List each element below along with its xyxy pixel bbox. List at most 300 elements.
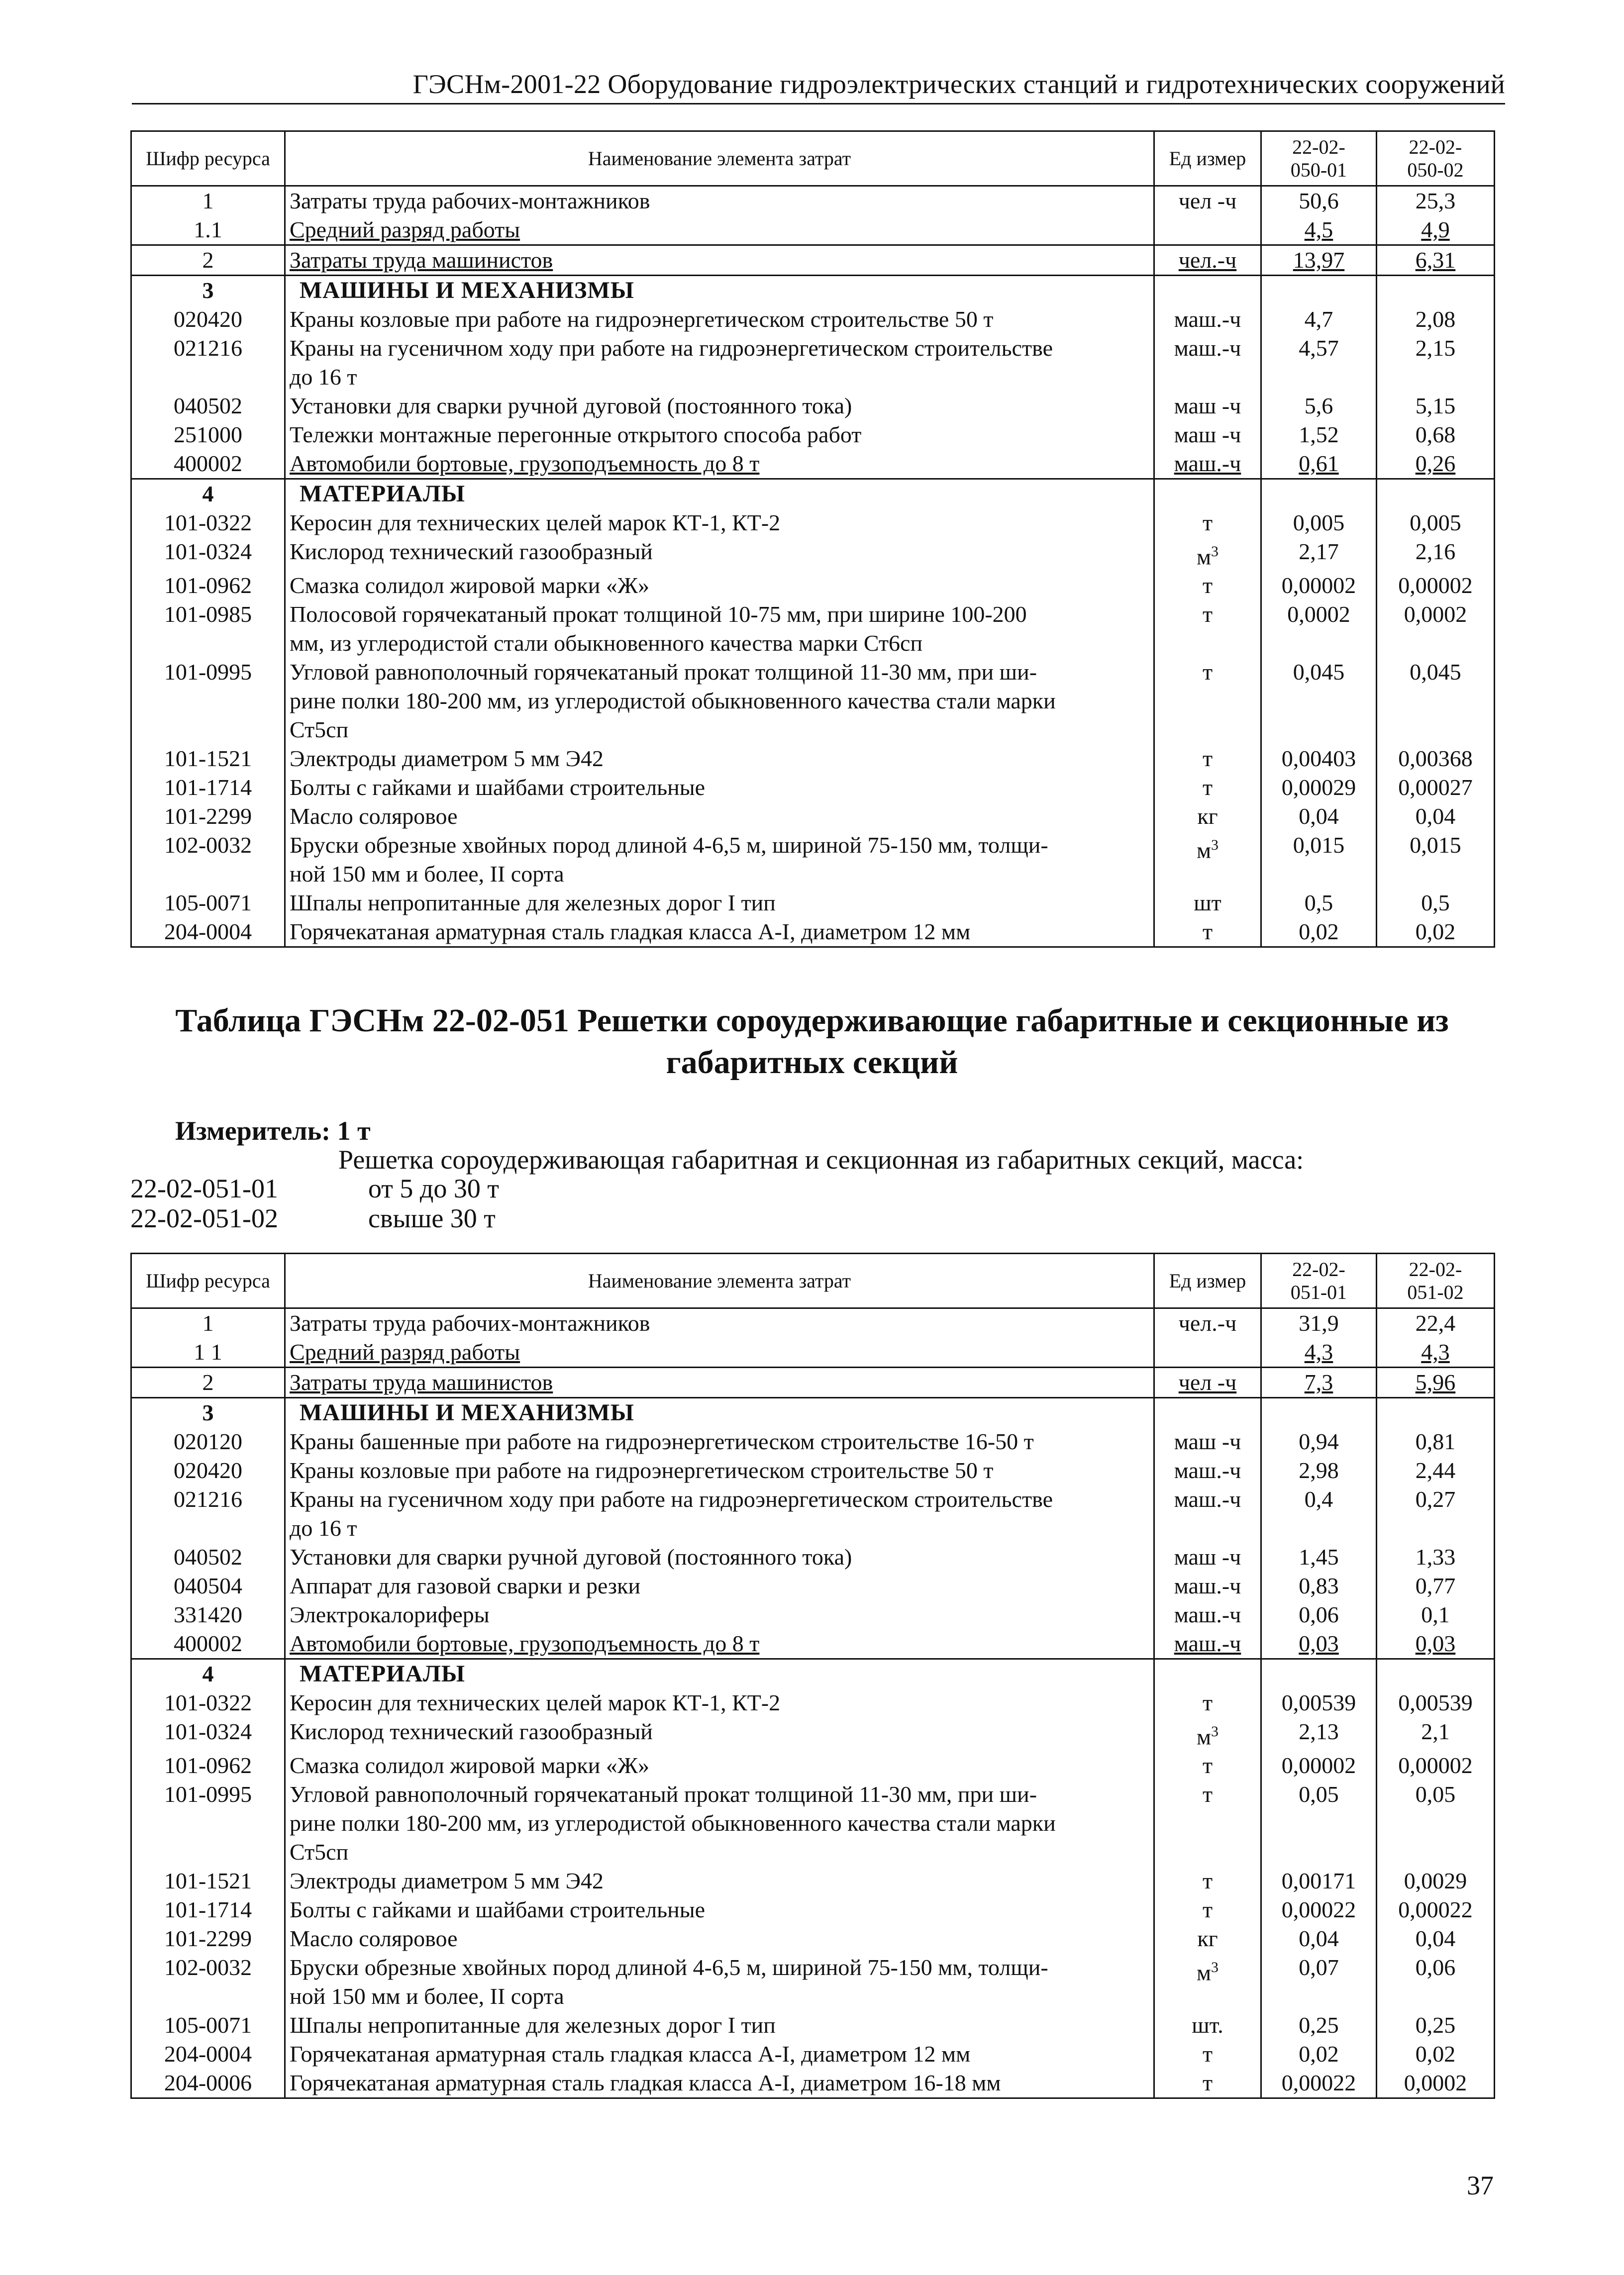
value-variant-1: [1261, 215, 1377, 245]
resource-code: 1 1: [131, 1338, 285, 1368]
table-row: [131, 1717, 1495, 1751]
unit-of-measure: [1154, 831, 1261, 889]
work-description: Решетка сороудерживающая габаритная и секционная из габаритных секций, масса:: [338, 1145, 1304, 1175]
table-row: [131, 2011, 1495, 2040]
value-variant-2: [1377, 215, 1495, 245]
value-variant-1: [1261, 802, 1377, 831]
unit-of-measure: [1154, 1543, 1261, 1572]
resource-name: [285, 802, 1154, 831]
unit-text: шт: [1194, 890, 1221, 916]
table-row: [131, 1308, 1495, 1338]
resource-name-line: Полосовой горячекатаный прокат толщиной 10-75 мм, при ширине 100-200: [290, 601, 1027, 627]
unit-of-measure: [1154, 1398, 1261, 1428]
value-text: 6,31: [1415, 247, 1456, 273]
unit-text: чел.-ч: [1178, 1310, 1237, 1336]
value-variant-2: [1377, 1953, 1495, 2011]
resource-code: 101-0962: [131, 571, 285, 600]
value-variant-2: [1377, 334, 1495, 392]
value-text: 0,05: [1299, 1781, 1339, 1807]
unit-text: т: [1202, 2070, 1213, 2096]
resource-code: 331420: [131, 1600, 285, 1629]
value-text: 0,02: [1415, 919, 1456, 945]
header-rule: [132, 103, 1505, 104]
table-row: [131, 831, 1495, 889]
section-row: [131, 276, 1495, 305]
value-text: 1,52: [1299, 422, 1339, 447]
value-variant-1: [1261, 917, 1377, 947]
value-text: 0,005: [1293, 510, 1345, 535]
value-variant-1: [1261, 508, 1377, 537]
unit-of-measure: [1154, 1572, 1261, 1600]
unit-of-measure: [1154, 1600, 1261, 1629]
unit-text: маш.-ч: [1174, 335, 1241, 361]
unit-of-measure: [1154, 1867, 1261, 1895]
value-text: 0,00403: [1281, 746, 1356, 772]
resource-name-line: Затраты труда рабочих-монтажников: [290, 188, 650, 213]
value-text: 0,02: [1299, 919, 1339, 945]
value-text: 0,02: [1299, 2041, 1339, 2067]
value-variant-1: [1261, 744, 1377, 773]
resource-name: [285, 334, 1154, 392]
resource-code: 101-0995: [131, 658, 285, 744]
resource-code: 101-0995: [131, 1780, 285, 1867]
table-title-line-1: Таблица ГЭСНм 22-02-051 Решетки сороудерживающие габаритные и секционные из: [175, 1002, 1449, 1039]
table-row: [131, 215, 1495, 245]
resource-name-line: МАШИНЫ И МЕХАНИЗМЫ: [300, 1399, 634, 1426]
value-variant-2: [1377, 1924, 1495, 1953]
table-row: [131, 1867, 1495, 1895]
resource-code: 040504: [131, 1572, 285, 1600]
resource-name: [285, 1751, 1154, 1780]
value-variant-1: [1261, 2011, 1377, 2040]
value-variant-2: [1377, 2069, 1495, 2098]
value-variant-1: [1261, 276, 1377, 305]
value-variant-1: [1261, 1485, 1377, 1543]
value-text: 0,06: [1299, 1602, 1339, 1627]
value-text: 0,81: [1415, 1429, 1456, 1454]
table-row: [131, 1368, 1495, 1398]
value-text: 4,7: [1304, 306, 1333, 332]
resource-name: [285, 1572, 1154, 1600]
resource-code: 2: [131, 245, 285, 276]
unit-text: т: [1202, 659, 1213, 685]
unit-of-measure: [1154, 420, 1261, 449]
table-row: [131, 537, 1495, 571]
resource-name-line: Электрокалориферы: [290, 1602, 490, 1627]
table-row: [131, 1572, 1495, 1600]
value-text: 5,15: [1415, 393, 1456, 418]
value-variant-2: [1377, 600, 1495, 658]
unit-text: т: [1202, 1897, 1213, 1923]
value-text: 2,15: [1415, 335, 1456, 361]
resource-code: 101-1714: [131, 773, 285, 802]
value-text: 0,04: [1299, 803, 1339, 829]
resource-code: 4: [131, 1659, 285, 1689]
unit-of-measure: [1154, 215, 1261, 245]
resource-name: [285, 917, 1154, 947]
unit-of-measure: [1154, 1751, 1261, 1780]
resource-name-line: Краны башенные при работе на гидроэнергетическом строительстве 16-50 т: [290, 1429, 1034, 1454]
resource-code: 102-0032: [131, 831, 285, 889]
resource-name: [285, 1485, 1154, 1543]
measure-unit: Измеритель: 1 т: [175, 1116, 371, 1146]
table-row: [131, 1427, 1495, 1456]
resource-name-line: Угловой равнополочный горячекатаный прокат толщиной 11-30 мм, при ши-: [290, 1781, 1037, 1807]
table-row: [131, 1543, 1495, 1572]
value-variant-1: [1261, 245, 1377, 276]
unit-text: т: [1202, 1690, 1213, 1715]
resource-name: [285, 1600, 1154, 1629]
value-text: 0,94: [1299, 1429, 1339, 1454]
table-row: [131, 420, 1495, 449]
resource-code: 3: [131, 276, 285, 305]
resource-code: 101-2299: [131, 802, 285, 831]
resource-code: 105-0071: [131, 889, 285, 917]
table-row: [131, 2069, 1495, 2098]
resource-code: 101-0324: [131, 537, 285, 571]
value-text: 2,16: [1415, 539, 1456, 564]
table-body: [131, 1308, 1495, 2098]
value-variant-1: [1261, 2069, 1377, 2098]
unit-of-measure: [1154, 571, 1261, 600]
value-variant-2: [1377, 1308, 1495, 1338]
table-row: [131, 1600, 1495, 1629]
resource-name: [285, 1338, 1154, 1368]
unit-of-measure: [1154, 1338, 1261, 1368]
value-text: 5,96: [1415, 1370, 1456, 1395]
table-row: [131, 1924, 1495, 1953]
value-variant-1: [1261, 1867, 1377, 1895]
value-variant-1: [1261, 658, 1377, 744]
section-row: [131, 1398, 1495, 1428]
value-text: 0,0002: [1404, 601, 1467, 627]
unit-text: маш.-ч: [1174, 1631, 1241, 1656]
table-row: [131, 1485, 1495, 1543]
resource-code: 204-0006: [131, 2069, 285, 2098]
value-text: 4,3: [1421, 1339, 1450, 1365]
resource-name-line: до 16 т: [290, 364, 357, 390]
resource-name: [285, 2011, 1154, 2040]
resource-name-line: Электроды диаметром 5 мм Э42: [290, 746, 604, 772]
value-variant-2: [1377, 1456, 1495, 1485]
resource-name: [285, 571, 1154, 600]
value-text: 0,61: [1299, 451, 1339, 476]
table-row: [131, 773, 1495, 802]
resource-code: 101-2299: [131, 1924, 285, 1953]
unit-of-measure: [1154, 744, 1261, 773]
variant-text-1: от 5 до 30 т: [368, 1174, 499, 1203]
table-row: [131, 334, 1495, 392]
resource-table-051: [130, 1253, 1495, 2099]
col-header-variant-1: 22-02- 050-01: [1261, 131, 1377, 186]
col-header-variant-2: 22-02- 050-02: [1377, 131, 1495, 186]
resource-name-line: Бруски обрезные хвойных пород длиной 4-6,5 м, шириной 75-150 мм, толщи-: [290, 1955, 1048, 1980]
unit-superscript: 3: [1211, 837, 1219, 854]
value-variant-2: [1377, 537, 1495, 571]
unit-of-measure: [1154, 1717, 1261, 1751]
value-variant-2: [1377, 1867, 1495, 1895]
table-row: [131, 571, 1495, 600]
value-text: 0,005: [1410, 510, 1461, 535]
value-variant-2: [1377, 1427, 1495, 1456]
value-text: 0,045: [1293, 659, 1345, 685]
value-variant-1: [1261, 571, 1377, 600]
table-row: [131, 508, 1495, 537]
resource-code: 101-0322: [131, 508, 285, 537]
value-variant-2: [1377, 2011, 1495, 2040]
unit-of-measure: [1154, 537, 1261, 571]
resource-name-line: ной 150 мм и более, II сорта: [290, 861, 564, 887]
unit-text: маш -ч: [1174, 1429, 1241, 1454]
col-header-variant-2: 22-02- 051-02: [1377, 1254, 1495, 1308]
value-text: 0,00029: [1281, 775, 1356, 800]
value-variant-2: [1377, 802, 1495, 831]
resource-name-line: Ст5сп: [290, 1839, 349, 1865]
resource-code: 101-1521: [131, 1867, 285, 1895]
unit-text: м: [1196, 1724, 1212, 1750]
resource-code: 204-0004: [131, 2040, 285, 2069]
table-row: [131, 392, 1495, 420]
resource-code: 101-0322: [131, 1688, 285, 1717]
resource-name: [285, 1867, 1154, 1895]
unit-of-measure: [1154, 773, 1261, 802]
table-row: [131, 1629, 1495, 1659]
resource-name-line: Тележки монтажные перегонные открытого способа работ: [290, 422, 862, 447]
unit-of-measure: [1154, 1427, 1261, 1456]
resource-name: [285, 1688, 1154, 1717]
value-variant-2: [1377, 831, 1495, 889]
unit-text: т: [1202, 1868, 1213, 1894]
unit-text: т: [1202, 601, 1213, 627]
value-text: 0,5: [1304, 890, 1333, 916]
unit-of-measure: [1154, 600, 1261, 658]
value-text: 0,00002: [1281, 1753, 1356, 1779]
resource-code: 101-1714: [131, 1895, 285, 1924]
unit-of-measure: [1154, 479, 1261, 509]
value-variant-1: [1261, 831, 1377, 889]
unit-text: т: [1202, 1753, 1213, 1779]
value-text: 2,44: [1415, 1458, 1456, 1483]
value-text: 50,6: [1299, 188, 1339, 213]
value-variant-1: [1261, 1398, 1377, 1428]
value-variant-2: [1377, 1572, 1495, 1600]
value-text: 0,00022: [1281, 2070, 1356, 2096]
table-row: [131, 1751, 1495, 1780]
value-text: 4,3: [1304, 1339, 1333, 1365]
value-variant-1: [1261, 1427, 1377, 1456]
value-variant-1: [1261, 1629, 1377, 1659]
value-text: 0,00539: [1398, 1690, 1473, 1715]
resource-name: [285, 305, 1154, 334]
table-row: [131, 802, 1495, 831]
resource-name-line: мм, из углеродистой стали обыкновенного качества марки Ст6сп: [290, 630, 923, 656]
resource-name: [285, 1924, 1154, 1953]
unit-text: маш.-ч: [1174, 1573, 1241, 1598]
resource-code: 021216: [131, 334, 285, 392]
value-variant-1: [1261, 1600, 1377, 1629]
value-variant-2: [1377, 571, 1495, 600]
col-header-variant-1: 22-02- 051-01: [1261, 1254, 1377, 1308]
value-text: 0,68: [1415, 422, 1456, 447]
resource-name-line: Кислород технический газообразный: [290, 1719, 653, 1744]
resource-name: [285, 1368, 1154, 1398]
value-text: 0,015: [1410, 832, 1461, 858]
value-variant-1: [1261, 1543, 1377, 1572]
resource-code: 105-0071: [131, 2011, 285, 2040]
unit-of-measure: [1154, 1629, 1261, 1659]
value-text: 0,05: [1415, 1781, 1456, 1807]
resource-name: [285, 1398, 1154, 1428]
value-variant-2: [1377, 276, 1495, 305]
unit-of-measure: [1154, 276, 1261, 305]
resource-name: [285, 1308, 1154, 1338]
resource-name: [285, 2040, 1154, 2069]
unit-text: маш.-ч: [1174, 1486, 1241, 1512]
resource-code: 1.1: [131, 215, 285, 245]
section-row: [131, 479, 1495, 509]
resource-code: 101-0962: [131, 1751, 285, 1780]
value-variant-2: [1377, 1659, 1495, 1689]
resource-name-line: Средний разряд работы: [290, 1339, 520, 1365]
value-text: 2,17: [1299, 539, 1339, 564]
resource-code: 400002: [131, 1629, 285, 1659]
value-variant-2: [1377, 1368, 1495, 1398]
value-text: 0,03: [1299, 1631, 1339, 1656]
resource-name: [285, 1659, 1154, 1689]
value-text: 2,13: [1299, 1719, 1339, 1744]
unit-of-measure: [1154, 2069, 1261, 2098]
resource-name-line: Болты с гайками и шайбами строительные: [290, 1897, 706, 1923]
resource-name: [285, 479, 1154, 509]
value-variant-1: [1261, 2040, 1377, 2069]
table-row: [131, 449, 1495, 479]
value-variant-1: [1261, 392, 1377, 420]
resource-name: [285, 508, 1154, 537]
resource-name: [285, 1717, 1154, 1751]
resource-name: [285, 1456, 1154, 1485]
table-title: [130, 1000, 1494, 1084]
table-row: [131, 658, 1495, 744]
variant-text-2: свыше 30 т: [368, 1203, 496, 1233]
unit-text: чел -ч: [1178, 188, 1237, 213]
unit-of-measure: [1154, 917, 1261, 947]
value-text: 0,27: [1415, 1486, 1456, 1512]
value-variant-2: [1377, 1895, 1495, 1924]
unit-text: маш -ч: [1174, 422, 1241, 447]
unit-superscript: 3: [1211, 1959, 1219, 1976]
col-header-name: Наименование элемента затрат: [285, 1254, 1154, 1308]
resource-name: [285, 658, 1154, 744]
value-variant-1: [1261, 1572, 1377, 1600]
resource-name-line: до 16 т: [290, 1515, 357, 1541]
unit-text: т: [1202, 775, 1213, 800]
value-text: 0,03: [1415, 1631, 1456, 1656]
value-text: 4,5: [1304, 217, 1333, 242]
unit-text: т: [1202, 919, 1213, 945]
value-variant-2: [1377, 420, 1495, 449]
value-variant-1: [1261, 1688, 1377, 1717]
resource-name-line: Краны козловые при работе на гидроэнергетическом строительстве 50 т: [290, 306, 994, 332]
unit-text: чел.-ч: [1178, 247, 1237, 273]
unit-text: м: [1196, 837, 1212, 863]
value-variant-1: [1261, 186, 1377, 216]
value-variant-1: [1261, 1456, 1377, 1485]
value-variant-1: [1261, 537, 1377, 571]
table-row: [131, 1456, 1495, 1485]
running-header: ГЭСНм-2001-22 Оборудование гидроэлектрических станций и гидротехнических сооружений: [412, 69, 1505, 99]
resource-name-line: Затраты труда машинистов: [290, 247, 553, 273]
unit-of-measure: [1154, 1688, 1261, 1717]
resource-name-line: Краны на гусеничном ходу при работе на гидроэнергетическом строительстве: [290, 1486, 1053, 1512]
value-variant-2: [1377, 1629, 1495, 1659]
value-text: 0,045: [1410, 659, 1461, 685]
value-variant-2: [1377, 1717, 1495, 1751]
resource-name-line: ной 150 мм и более, II сорта: [290, 1983, 564, 2009]
unit-text: шт.: [1192, 2012, 1223, 2038]
value-text: 0,04: [1415, 1926, 1456, 1952]
resource-name-line: Смазка солидол жировой марки «Ж»: [290, 1753, 650, 1779]
unit-of-measure: [1154, 508, 1261, 537]
unit-text: маш -ч: [1174, 1544, 1241, 1570]
value-text: 0,00002: [1398, 573, 1473, 598]
table-row: [131, 1338, 1495, 1368]
resource-name-line: Керосин для технических целей марок КТ-1, КТ-2: [290, 510, 781, 535]
value-variant-1: [1261, 1953, 1377, 2011]
resource-code: 1: [131, 1308, 285, 1338]
value-variant-2: [1377, 1780, 1495, 1867]
resource-name-line: Шпалы непропитанные для железных дорог I тип: [290, 2012, 776, 2038]
unit-text: маш.-ч: [1174, 1602, 1241, 1627]
unit-text: т: [1202, 746, 1213, 772]
resource-name: [285, 186, 1154, 216]
value-variant-1: [1261, 420, 1377, 449]
unit-of-measure: [1154, 186, 1261, 216]
resource-code: 020120: [131, 1427, 285, 1456]
value-text: 4,9: [1421, 217, 1450, 242]
unit-text: т: [1202, 510, 1213, 535]
resource-name-line: Горячекатаная арматурная сталь гладкая класса А-I, диаметром 12 мм: [290, 919, 971, 945]
unit-text: т: [1202, 1781, 1213, 1807]
unit-of-measure: [1154, 1368, 1261, 1398]
value-variant-2: [1377, 744, 1495, 773]
unit-superscript: 3: [1211, 543, 1219, 560]
table-body: [131, 186, 1495, 947]
value-text: 0,00022: [1281, 1897, 1356, 1923]
value-variant-2: [1377, 186, 1495, 216]
resource-name: [285, 773, 1154, 802]
value-text: 1,45: [1299, 1544, 1339, 1570]
resource-name-line: Бруски обрезные хвойных пород длиной 4-6,5 м, шириной 75-150 мм, толщи-: [290, 832, 1048, 858]
value-variant-2: [1377, 1543, 1495, 1572]
value-text: 0,00002: [1281, 573, 1356, 598]
variant-code-2: 22-02-051-02: [130, 1203, 278, 1233]
value-text: 0,25: [1299, 2012, 1339, 2038]
value-variant-1: [1261, 1717, 1377, 1751]
value-variant-2: [1377, 1338, 1495, 1368]
resource-name: [285, 1895, 1154, 1924]
unit-of-measure: [1154, 2011, 1261, 2040]
value-variant-2: [1377, 2040, 1495, 2069]
resource-code: 040502: [131, 1543, 285, 1572]
value-text: 0,00368: [1398, 746, 1473, 772]
resource-name-line: Электроды диаметром 5 мм Э42: [290, 1868, 604, 1894]
value-variant-2: [1377, 1751, 1495, 1780]
resource-name-line: Автомобили бортовые, грузоподъемность до 8 т: [290, 1631, 760, 1656]
value-variant-2: [1377, 1398, 1495, 1428]
value-variant-2: [1377, 1688, 1495, 1717]
unit-of-measure: [1154, 658, 1261, 744]
unit-text: маш.-ч: [1174, 451, 1241, 476]
